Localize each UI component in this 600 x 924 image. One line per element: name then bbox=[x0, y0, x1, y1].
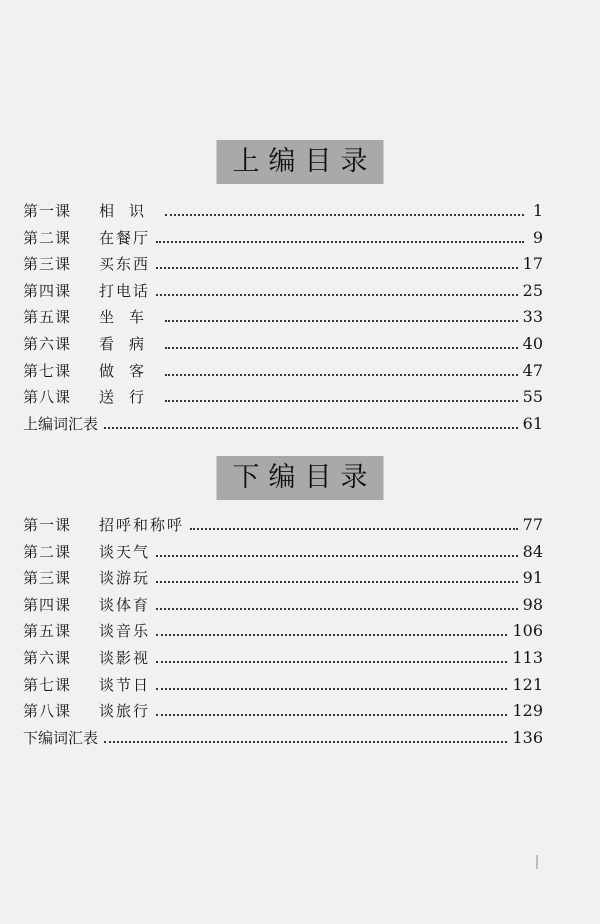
lesson-title: 相识 bbox=[99, 202, 160, 220]
upper-section-heading: 上编目录 bbox=[217, 140, 384, 184]
lesson-title: 谈影视 bbox=[99, 648, 151, 667]
dot-leader bbox=[165, 347, 518, 349]
dot-leader bbox=[165, 214, 524, 216]
page-mark bbox=[536, 855, 538, 869]
lower-toc-list bbox=[23, 512, 543, 751]
dot-leader bbox=[165, 400, 518, 402]
vocab-title: 下编词汇表 bbox=[23, 728, 99, 747]
toc-entry[interactable] bbox=[23, 278, 543, 305]
lesson-number: 第五课 bbox=[23, 308, 72, 327]
dot-leader bbox=[104, 427, 518, 429]
dot-leader bbox=[156, 241, 524, 243]
toc-entry[interactable] bbox=[23, 304, 543, 331]
lesson-title: 在餐厅 bbox=[99, 228, 151, 247]
page-number: 25 bbox=[522, 280, 543, 300]
toc-entry[interactable] bbox=[23, 672, 543, 699]
lesson-title: 打电话 bbox=[99, 281, 151, 300]
toc-entry[interactable] bbox=[23, 539, 543, 566]
page-number: 77 bbox=[522, 515, 543, 534]
page-number: 106 bbox=[512, 621, 543, 641]
page-number: 129 bbox=[512, 701, 543, 721]
lesson-number: 第三课 bbox=[23, 255, 72, 274]
dot-leader bbox=[104, 741, 507, 743]
dot-leader bbox=[156, 581, 518, 583]
toc-entry[interactable] bbox=[23, 565, 543, 592]
dot-leader bbox=[156, 294, 518, 296]
upper-toc-list bbox=[23, 198, 543, 437]
toc-entry[interactable] bbox=[23, 358, 543, 385]
show-through-text bbox=[190, 160, 197, 185]
dot-leader bbox=[190, 528, 518, 530]
lower-section-heading: 下编目录 bbox=[217, 456, 384, 500]
page-number: 121 bbox=[512, 674, 543, 694]
dot-leader bbox=[156, 714, 507, 716]
lesson-title: 谈节日 bbox=[99, 675, 151, 694]
page-number: 9 bbox=[532, 227, 543, 247]
lesson-number: 第二课 bbox=[23, 542, 72, 561]
lesson-title: 谈旅行 bbox=[99, 702, 151, 721]
page-number: 40 bbox=[522, 333, 543, 353]
dot-leader bbox=[156, 555, 518, 557]
lesson-number: 第八课 bbox=[23, 388, 72, 407]
vocab-entry[interactable] bbox=[23, 725, 543, 752]
lesson-title: 买东西 bbox=[99, 255, 151, 274]
toc-entry[interactable] bbox=[23, 225, 543, 252]
lesson-number: 第七课 bbox=[23, 675, 72, 694]
page-number: 91 bbox=[522, 568, 543, 588]
toc-entry[interactable] bbox=[23, 512, 543, 539]
lesson-number: 第五课 bbox=[23, 622, 72, 641]
lesson-number: 第三课 bbox=[23, 569, 72, 588]
lesson-title: 谈体育 bbox=[99, 595, 151, 614]
page-number: 61 bbox=[522, 413, 543, 433]
toc-entry[interactable] bbox=[23, 592, 543, 619]
page-number: 98 bbox=[522, 594, 543, 614]
dot-leader bbox=[156, 688, 507, 690]
lesson-number: 第八课 bbox=[23, 702, 72, 721]
dot-leader bbox=[156, 661, 507, 663]
lesson-number: 第四课 bbox=[23, 595, 72, 614]
lesson-number: 第七课 bbox=[23, 361, 72, 380]
toc-entry[interactable] bbox=[23, 331, 543, 358]
page-number: 47 bbox=[522, 360, 543, 380]
lesson-title: 谈游玩 bbox=[99, 569, 151, 588]
toc-entry[interactable] bbox=[23, 618, 543, 645]
toc-entry[interactable] bbox=[23, 198, 543, 225]
page-number: 33 bbox=[522, 307, 543, 327]
lesson-title: 做客 bbox=[99, 361, 160, 380]
dot-leader bbox=[156, 267, 518, 269]
dot-leader bbox=[165, 320, 518, 322]
page-number: 136 bbox=[512, 727, 543, 747]
toc-entry[interactable] bbox=[23, 698, 543, 725]
lesson-number: 第四课 bbox=[23, 281, 72, 300]
page-number: 17 bbox=[522, 254, 543, 274]
lesson-number: 第一课 bbox=[23, 202, 72, 220]
toc-entry[interactable] bbox=[23, 645, 543, 672]
dot-leader bbox=[165, 374, 518, 376]
lesson-number: 第六课 bbox=[23, 334, 72, 353]
toc-entry[interactable] bbox=[23, 384, 543, 411]
lesson-title: 送行 bbox=[99, 388, 160, 407]
page-number: 1 bbox=[532, 201, 543, 220]
lesson-number: 第一课 bbox=[23, 516, 72, 534]
page-number: 84 bbox=[522, 541, 543, 561]
lesson-title: 招呼和称呼 bbox=[99, 516, 185, 534]
dot-leader bbox=[156, 608, 518, 610]
lesson-number: 第二课 bbox=[23, 228, 72, 247]
lesson-title: 坐车 bbox=[99, 308, 160, 327]
lesson-title: 看病 bbox=[99, 334, 160, 353]
lesson-title: 谈天气 bbox=[99, 542, 151, 561]
page-number: 55 bbox=[522, 387, 543, 407]
toc-entry[interactable] bbox=[23, 251, 543, 278]
lesson-number: 第六课 bbox=[23, 648, 72, 667]
lesson-title: 谈音乐 bbox=[99, 622, 151, 641]
vocab-title: 上编词汇表 bbox=[23, 414, 99, 433]
page-number: 113 bbox=[512, 647, 543, 667]
vocab-entry[interactable] bbox=[23, 411, 543, 438]
dot-leader bbox=[156, 634, 507, 636]
